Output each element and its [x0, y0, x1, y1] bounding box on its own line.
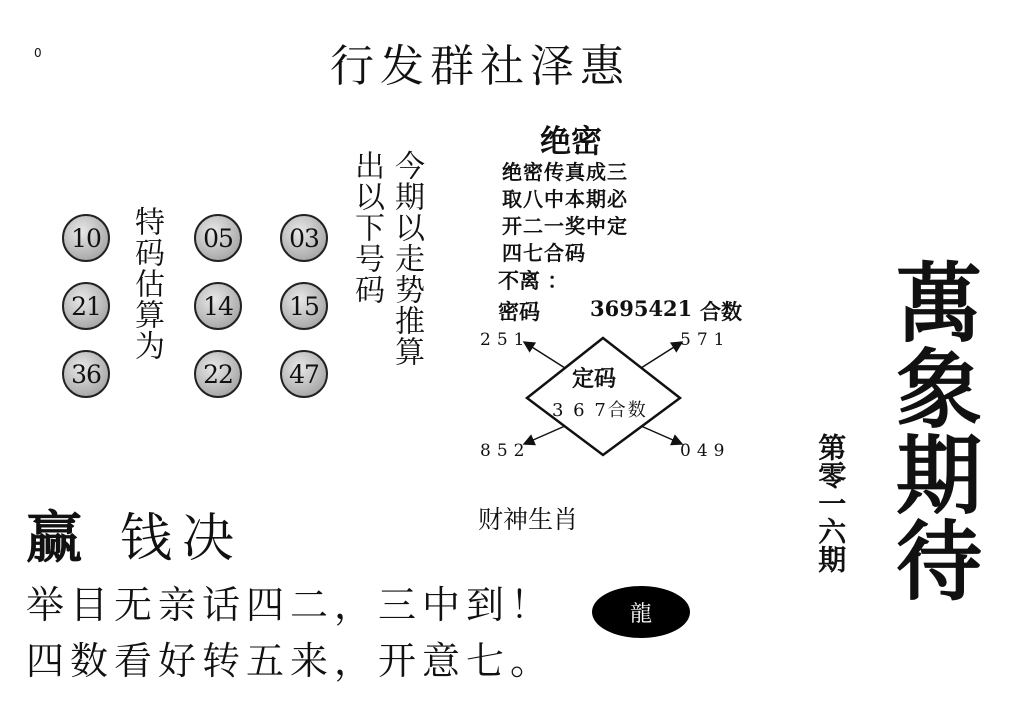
trend-text-right: 今期以走势推算 [389, 150, 424, 367]
code-bottom-right: 049 [680, 441, 731, 461]
number-ball: 47 [280, 350, 328, 398]
mima-label: 密码 [498, 300, 540, 324]
code-top-right: 571 [680, 330, 731, 350]
texu-label: 特码估算为 [129, 206, 164, 361]
code-bottom-left: 852 [480, 441, 531, 461]
zodiac-badge: 龍 [592, 586, 690, 638]
poem-line: 举目无亲话四二，三中到！ [26, 583, 555, 627]
juemi-title: 绝密 [540, 124, 602, 160]
dingma-value: 3 6 7合数 [552, 400, 648, 421]
number-ball: 36 [62, 350, 110, 398]
code-top-left: 251 [480, 330, 531, 350]
arrow-top-right [641, 342, 682, 368]
juemi-line: 取八中本期必 [502, 187, 628, 211]
arrow-bottom-right [641, 426, 682, 444]
wanxiang-calligraphy: 萬象期待 [881, 258, 982, 602]
jue-title-rest: 钱决 [120, 509, 245, 569]
trend-text-left: 出以下号码 [349, 150, 384, 305]
juemi-line: 四七合码 [502, 241, 586, 265]
issue-label: 第零一六期 [814, 433, 848, 573]
number-ball: 03 [280, 214, 328, 262]
number-ball: 05 [194, 214, 242, 262]
number-ball: 15 [280, 282, 328, 330]
caishen-label: 财神生肖 [478, 505, 579, 534]
mima-suffix: 合数 [700, 300, 742, 324]
number-ball: 14 [194, 282, 242, 330]
number-ball: 22 [194, 350, 242, 398]
buli-label: 不离 ： [498, 269, 569, 293]
poem-line: 四数看好转五来，开意七。 [26, 639, 555, 683]
page-title: 行发群社泽惠 [330, 41, 630, 92]
dingma-title: 定码 [572, 367, 617, 392]
juemi-line: 绝密传真成三 [502, 160, 628, 184]
mima-value: 3695421 [590, 296, 693, 321]
corner-number: 0 [34, 46, 42, 60]
juemi-line: 开二一奖中定 [502, 214, 628, 238]
number-ball: 10 [62, 214, 110, 262]
jue-title-win: 赢 [26, 506, 82, 571]
number-ball: 21 [62, 282, 110, 330]
